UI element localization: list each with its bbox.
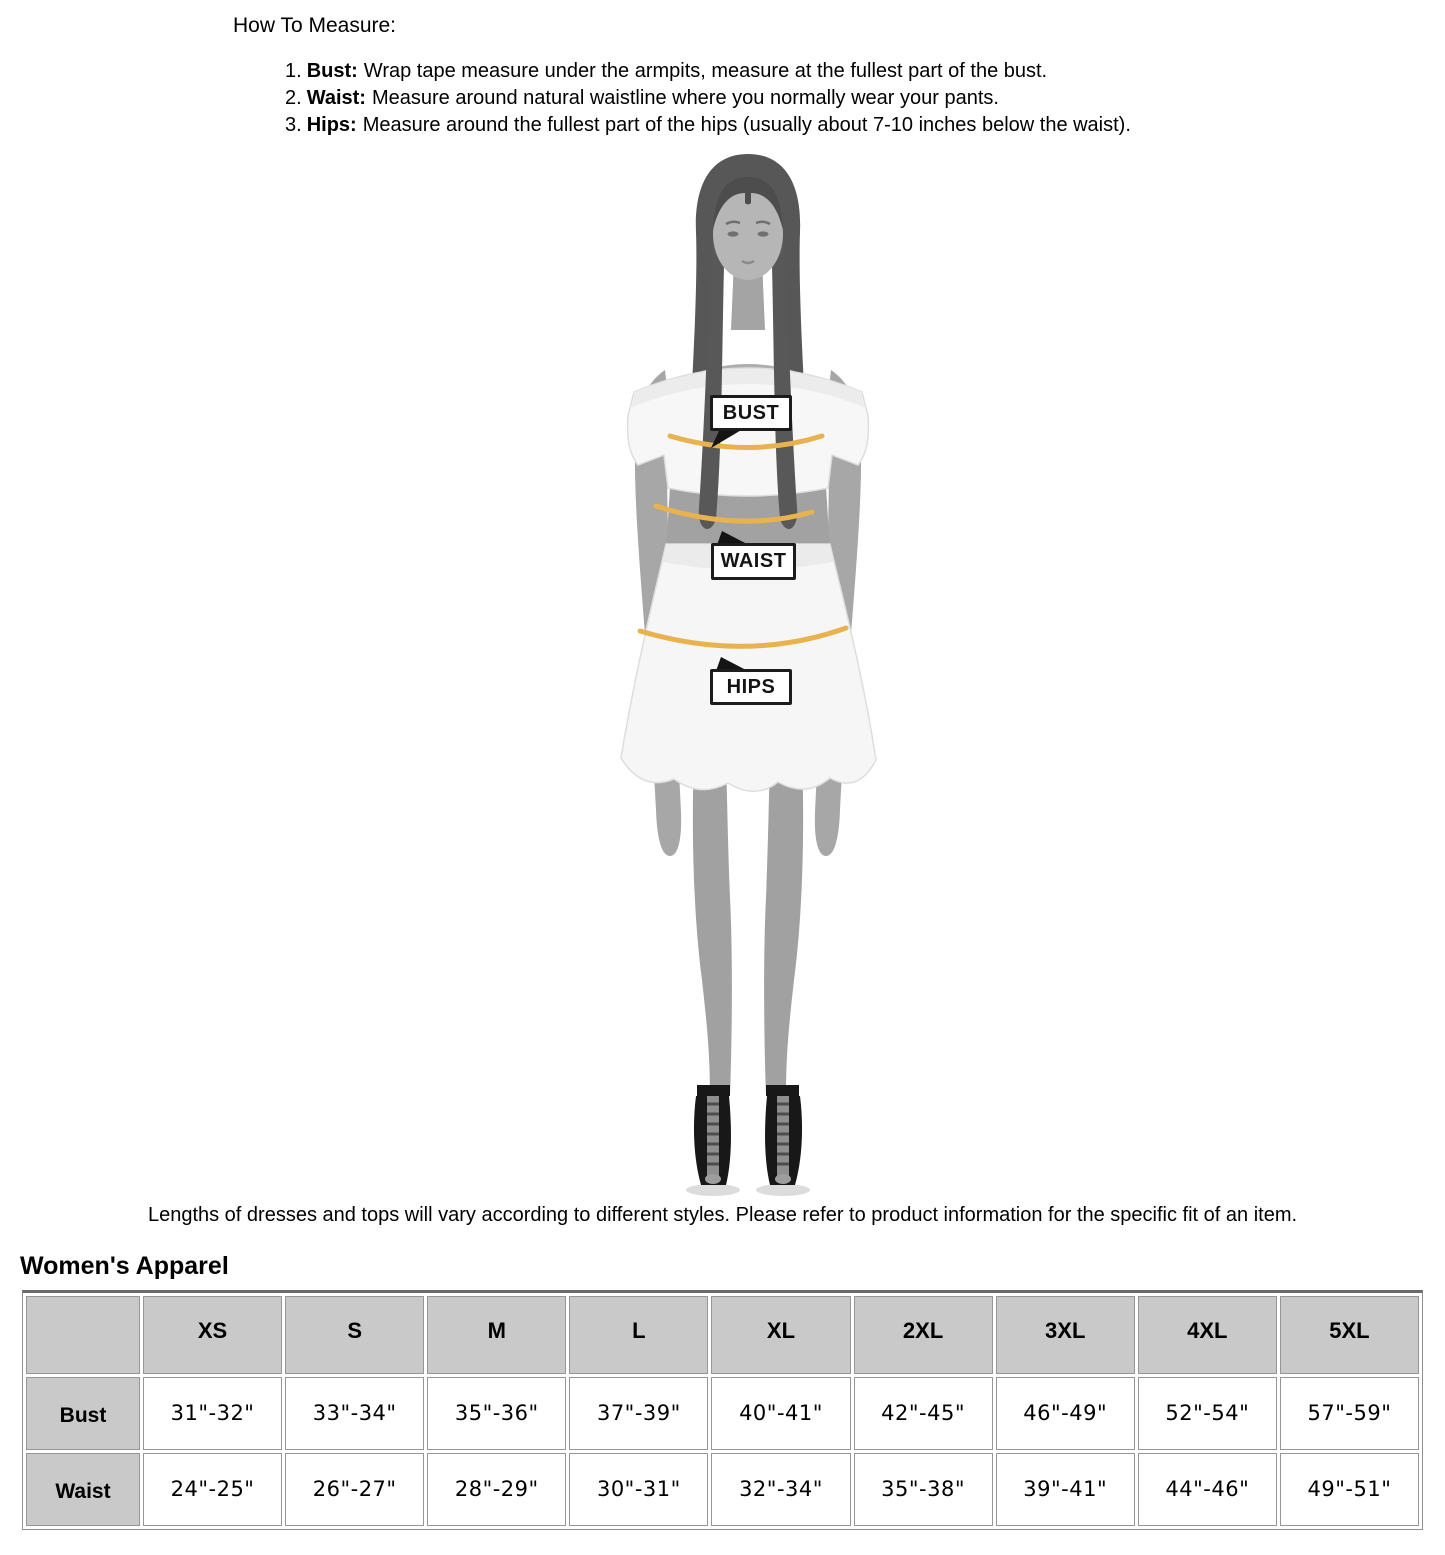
waist-value-s: 26"-27" [285,1453,424,1526]
bust-value-4xl: 52"-54" [1138,1377,1277,1450]
instruction-hips [285,112,1131,139]
size-column-header: XS [143,1296,282,1374]
waist-value-4xl: 44"-46" [1138,1453,1277,1526]
bust-value-5xl: 57"-59" [1280,1377,1419,1450]
waist-value-2xl: 35"-38" [854,1453,993,1526]
size-column-header: L [569,1296,708,1374]
instruction-term: Hips: [306,114,357,136]
instruction-term: Bust: [306,60,358,82]
size-table-header-row [26,1296,1419,1374]
waist-label: WAIST [711,543,796,580]
measurement-model-figure [570,148,930,1200]
instruction-text: Measure around the fullest part of the hips (usually about 7-10 inches below the waist). [362,114,1131,136]
waist-value-l: 30"-31" [569,1453,708,1526]
instruction-term: Waist: [306,87,366,109]
bust-value-m: 35"-36" [427,1377,566,1450]
measure-instructions [285,58,1131,139]
size-column-header: M [427,1296,566,1374]
bust-value-s: 33"-34" [285,1377,424,1450]
instruction-bust [285,58,1131,85]
instruction-text: Measure around natural waistline where you normally wear your pants. [371,87,999,109]
womens-apparel-size-table [22,1290,1423,1530]
waist-value-m: 28"-29" [427,1453,566,1526]
instruction-number: 1. [285,60,302,82]
waist-value-xl: 32"-34" [711,1453,850,1526]
table-row-bust [26,1377,1419,1450]
size-column-header: 5XL [1280,1296,1419,1374]
instruction-number: 2. [285,87,302,109]
size-column-header: XL [711,1296,850,1374]
bust-value-xl: 40"-41" [711,1377,850,1450]
size-column-header: 4XL [1138,1296,1277,1374]
size-column-header: 2XL [854,1296,993,1374]
bust-value-l: 37"-39" [569,1377,708,1450]
waist-value-5xl: 49"-51" [1280,1453,1419,1526]
size-column-header: 3XL [996,1296,1135,1374]
waist-value-3xl: 39"-41" [996,1453,1135,1526]
hips-label: HIPS [710,669,792,705]
size-column-header: S [285,1296,424,1374]
bust-value-xs: 31"-32" [143,1377,282,1450]
waist-value-xs: 24"-25" [143,1453,282,1526]
size-table-title: Women's Apparel [20,1252,229,1280]
instruction-number: 3. [285,114,302,136]
bust-value-2xl: 42"-45" [854,1377,993,1450]
row-label-bust: Bust [26,1377,140,1450]
bust-value-3xl: 46"-49" [996,1377,1135,1450]
table-row-waist [26,1453,1419,1526]
fit-variation-note: Lengths of dresses and tops will vary according to different styles. Please refer to product information for the specific fit of an item. [147,1204,1298,1226]
size-table-corner-cell [26,1296,140,1374]
instruction-text: Wrap tape measure under the armpits, measure at the fullest part of the bust. [363,60,1048,82]
how-to-measure-title: How To Measure: [233,14,397,37]
instruction-waist [285,85,1131,112]
bust-label: BUST [710,395,792,431]
row-label-waist: Waist [26,1453,140,1526]
